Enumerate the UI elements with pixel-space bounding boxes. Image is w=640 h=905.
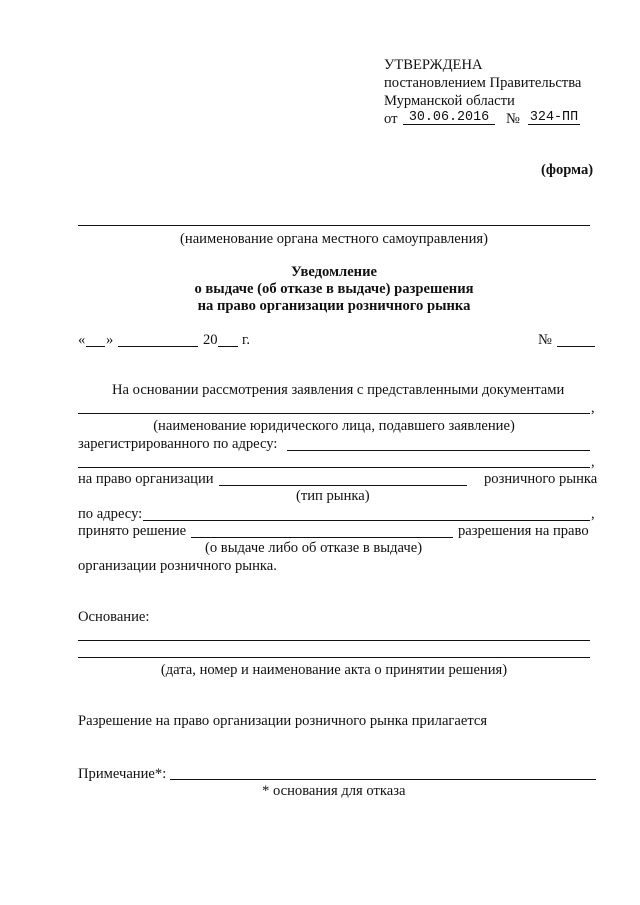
note-footnote: * основания для отказа xyxy=(262,783,406,799)
market-label: на право организации xyxy=(78,471,214,487)
approval-title: УТВЕРЖДЕНА xyxy=(384,57,483,73)
basis-line-2 xyxy=(78,657,590,658)
decision-suffix: разрешения на право xyxy=(458,523,589,539)
year-suffix: г. xyxy=(242,332,250,348)
decision-end: организации розничного рынка. xyxy=(78,558,277,574)
market-address-line xyxy=(143,520,590,521)
approval-number: 324-ПП xyxy=(529,110,579,125)
applicant-caption: (наименование юридического лица, подавшего заявление) xyxy=(153,418,515,434)
address-comma: , xyxy=(591,506,595,522)
approval-number-sign: № xyxy=(506,111,520,127)
decision-line xyxy=(191,537,453,538)
registered-label: зарегистрированного по адресу: xyxy=(78,436,278,452)
note-line xyxy=(170,779,596,780)
market-type-line xyxy=(219,485,467,486)
doc-number-sign: № xyxy=(538,332,552,348)
basis-label: Основание: xyxy=(78,609,150,625)
basis-caption: (дата, номер и наименование акта о принятии решения) xyxy=(160,662,508,678)
year-prefix: 20 xyxy=(203,332,218,348)
registered-address-line xyxy=(287,450,590,451)
approval-line-2: Мурманской области xyxy=(384,93,515,109)
registered-address-line-2 xyxy=(78,467,590,468)
basis-line-1 xyxy=(78,640,590,641)
note-label: Примечание*: xyxy=(78,766,167,782)
applicant-line xyxy=(78,413,590,414)
heading-line-1: Уведомление xyxy=(291,264,377,280)
date-close-quote: » xyxy=(106,332,114,348)
organ-caption: (наименование органа местного самоуправления) xyxy=(180,231,488,247)
intro-text: На основании рассмотрения заявления с представленными документами xyxy=(112,382,565,398)
heading-line-2: о выдаче (об отказе в выдаче) разрешения xyxy=(194,281,474,297)
form-label: (форма) xyxy=(541,162,594,178)
decision-label: принято решение xyxy=(78,523,187,539)
month-line xyxy=(118,346,198,347)
heading-line-3: на право организации розничного рынка xyxy=(197,298,471,314)
approval-from-label: от xyxy=(384,111,398,127)
decision-caption: (о выдаче либо об отказе в выдаче) xyxy=(205,540,423,556)
approval-line-1: постановлением Правительства xyxy=(384,75,582,91)
market-caption: (тип рынка) xyxy=(296,488,370,504)
registered-comma: , xyxy=(591,454,595,470)
date-open-quote: « xyxy=(78,332,86,348)
doc-number-line xyxy=(557,346,595,347)
day-line xyxy=(86,346,105,347)
attached-text: Разрешение на право организации розничного рынка прилагается xyxy=(78,713,488,729)
address-label: по адресу: xyxy=(78,506,143,522)
organ-name-line xyxy=(78,225,590,226)
year-line xyxy=(218,346,238,347)
approval-date: 30.06.2016 xyxy=(403,111,495,125)
applicant-comma: , xyxy=(591,400,595,416)
market-suffix: розничного рынка xyxy=(484,471,598,487)
